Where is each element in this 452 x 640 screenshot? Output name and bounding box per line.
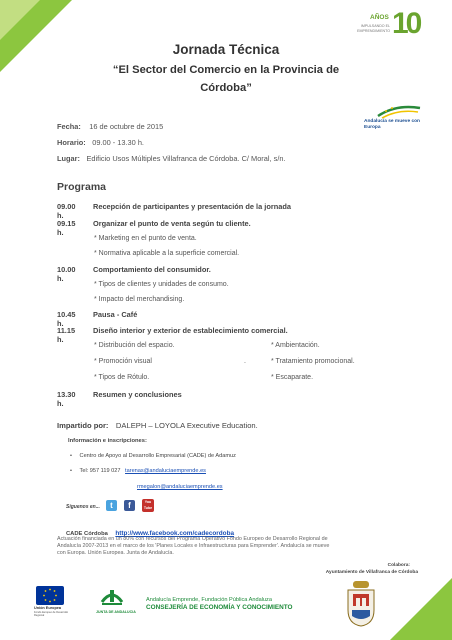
page-title: Jornada Técnica: [172, 42, 280, 57]
info-heading: Información e inscripciones:: [68, 438, 147, 444]
andalucia-emprende-logo: [146, 597, 293, 611]
program-time: 10.00 h.: [57, 265, 76, 283]
legal-line-1: Actuación financiada en un 80% con recursos del Programa Operativo Fondo Europeo de Desarrollo Regional de: [57, 536, 328, 542]
program-text: Comportamiento del consumidor.: [93, 265, 211, 274]
email-link-1[interactable]: tarenas@andaluciaemprende.es: [125, 468, 206, 474]
crest-shield-icon: [344, 580, 378, 628]
eu-stars-icon: [36, 586, 64, 605]
date-value: 16 de octubre de 2015: [89, 122, 164, 131]
program-time: 11.15 h.: [57, 326, 76, 344]
junta-emblem-icon: [99, 584, 125, 608]
junta-logo-icon: [99, 584, 125, 608]
program-subitem: * Distribución del espacio.: [94, 342, 175, 349]
bullet-icon: •: [70, 453, 72, 459]
subtitle-line1: “El Sector del Comercio en la Provincia de: [112, 64, 340, 76]
corner-decoration-bottom-right: [390, 578, 452, 640]
ayuntamiento-crest-icon: [344, 580, 378, 628]
follow-label: Síguenos en...: [66, 504, 100, 510]
legal-text: [57, 536, 417, 557]
program-subitem: * Escaparate.: [271, 374, 314, 381]
info-bullet-1-text: Centro de Apoyo al Desarrollo Empresarial (CADE) de Adamuz: [79, 453, 236, 459]
legal-line-3: con Europa. Unión Europea. Junta de Andalucía.: [57, 550, 174, 556]
imparted-value: DALEPH – LOYOLA Executive Education.: [115, 421, 258, 430]
place-row: [57, 148, 286, 166]
junta-label: JUNTA DE ANDALUCIA: [96, 610, 136, 614]
andalucia-europa-logo-text: Andalucía se mueve con Europa: [364, 119, 420, 130]
ten-years-logo-number: 10: [392, 7, 420, 40]
info-bullet-2: [70, 468, 206, 474]
place-value: Edificio Usos Múltiples Villafranca de Córdoba. C/ Moral, s/n.: [86, 154, 286, 163]
program-heading: Programa: [57, 181, 107, 193]
eu-label: Unión Europea: [34, 606, 62, 610]
place-label: Lugar:: [57, 154, 80, 163]
time-label: Horario:: [57, 138, 86, 147]
program-text: Resumen y conclusiones: [93, 390, 182, 399]
time-value: 09.00 - 13.30 h.: [92, 138, 144, 147]
corner-decoration-top-left-light: [0, 0, 40, 40]
program-subitem: * Impacto del merchandising.: [94, 296, 185, 303]
program-subitem: * Normativa aplicable a la superficie comercial.: [94, 250, 240, 257]
andalucia-europa-logo: [364, 104, 424, 134]
program-subitem: * Tratamiento promocional.: [271, 358, 355, 365]
program-time: 13.30 h.: [57, 390, 76, 408]
program-time: 10.45 h.: [57, 310, 76, 328]
program-text: Pausa - Café: [93, 310, 138, 319]
imparted-row: [57, 415, 258, 433]
collab-name: Ayuntamiento de Villafranca de Córdoba: [325, 570, 418, 575]
cade-label: CADE Córdoba: [66, 531, 108, 537]
date-label: Fecha:: [57, 122, 81, 131]
andalucia-emprende-line1: Andalucía Emprende, Fundación Pública Andaluza: [146, 597, 272, 603]
program-subitem: * Marketing en el punto de venta.: [94, 235, 197, 242]
legal-line-2: Andalucía 2007-2013 en el marco de los 'Planes Locales e Infraestructuras para Emprender'. Andalucía se mueve: [57, 543, 330, 549]
imparted-label: Impartido por:: [57, 421, 109, 430]
program-time: 09.15 h.: [57, 219, 76, 237]
eu-flag-icon: [36, 586, 64, 605]
collab-label: Colabora:: [387, 563, 410, 568]
program-subitem: * Ambientación.: [271, 342, 320, 349]
program-text: Recepción de participantes y presentación de la jornada: [93, 202, 291, 211]
andalucia-emprende-line2: CONSEJERÍA DE ECONOMÍA Y CONOCIMIENTO: [146, 604, 293, 611]
program-subitem: * Tipos de clientes y unidades de consumo.: [94, 281, 229, 288]
subtitle-line2: Córdoba”: [200, 82, 252, 94]
twitter-icon[interactable]: t: [106, 500, 117, 511]
facebook-icon[interactable]: f: [124, 500, 135, 511]
youtube-icon[interactable]: You Tube: [143, 500, 153, 510]
bullet-icon: •: [70, 468, 72, 474]
program-time: 09.00 h.: [57, 202, 76, 220]
eu-sub: Fondo Europeo de Desarrollo Regional: [34, 611, 69, 617]
program-text: Organizar el punto de venta según tu cliente.: [93, 219, 251, 228]
program-subitem: * Tipos de Rótulo.: [94, 374, 150, 381]
info-bullet-1: [70, 453, 236, 459]
facebook-link[interactable]: http://www.facebook.com/cadecordoba: [115, 530, 235, 537]
info-phone: Tel: 957 119 027: [79, 468, 121, 474]
program-subitem: * Promoción visual: [94, 358, 152, 365]
andalucia-swoosh-icon: [364, 104, 424, 120]
email-link-2[interactable]: rmegalon@andaluciaemprende.es: [137, 484, 223, 490]
program-dot: .: [244, 358, 246, 365]
program-text: Diseño interior y exterior de establecimiento comercial.: [93, 326, 288, 335]
ten-years-logo-sub: IMPULSANDO EL EMPRENDIMIENTO: [357, 24, 390, 33]
ten-years-logo-label: AÑOS: [370, 14, 389, 21]
